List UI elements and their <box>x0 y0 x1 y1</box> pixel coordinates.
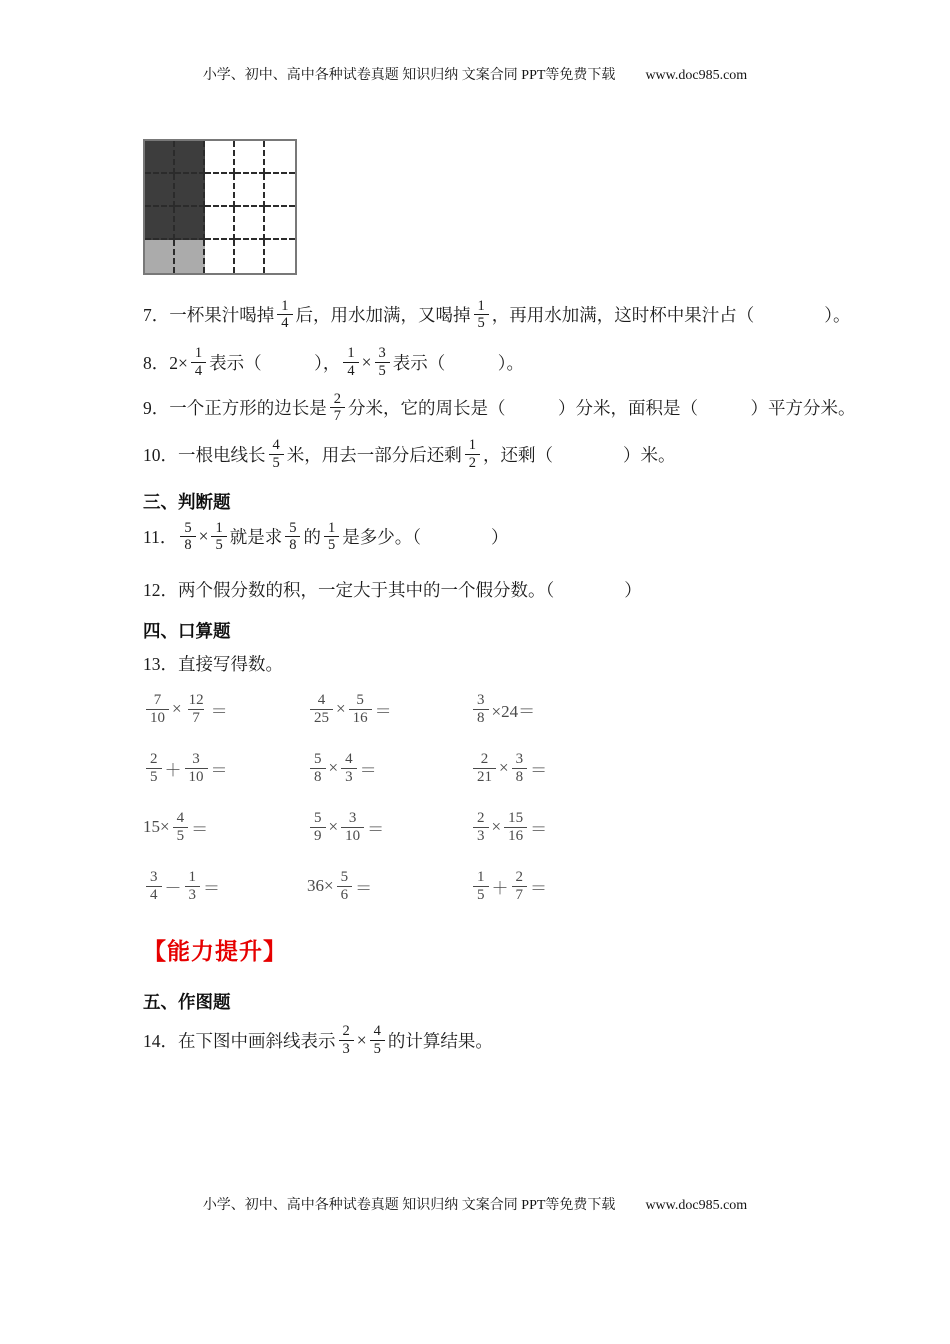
fraction-denominator: 7 <box>188 709 204 727</box>
fraction <box>285 520 300 553</box>
fraction <box>146 692 169 727</box>
text-run: × <box>336 699 346 719</box>
oral-expression <box>307 686 470 732</box>
grid-cell <box>205 240 235 273</box>
grid-cell <box>265 174 295 207</box>
fraction-numerator: 2 <box>515 869 523 886</box>
text-run: 7．一杯果汁喝掉 <box>143 305 275 326</box>
fraction <box>341 810 364 845</box>
fraction <box>277 298 292 331</box>
fraction-numerator: 1 <box>477 869 485 886</box>
grid-cell <box>145 174 175 207</box>
fraction-numerator: 2 <box>480 751 489 768</box>
text-run: 10．一根电线长 <box>143 444 266 465</box>
boost-banner: 【能力提升】 <box>143 938 287 965</box>
section-judge-title: 三、判断题 <box>143 491 231 512</box>
fraction-numerator: 5 <box>314 751 322 768</box>
fraction-numerator: 1 <box>215 519 223 536</box>
fraction-denominator: 8 <box>285 536 300 553</box>
fraction <box>337 869 353 904</box>
text-run: ＝ <box>210 701 228 721</box>
grid-cell <box>145 141 175 174</box>
grid-cell <box>205 174 235 207</box>
fraction-numerator: 2 <box>342 1023 350 1040</box>
fraction-numerator: 3 <box>477 692 485 709</box>
text-run: ＝ <box>191 819 209 839</box>
fraction-denominator: 16 <box>504 827 527 845</box>
text-run: 36× <box>307 876 334 896</box>
text-run: 就是求 <box>229 527 283 548</box>
text-run: ＝ <box>530 819 548 839</box>
oral-calc-table <box>143 686 865 909</box>
fraction <box>310 810 326 845</box>
fraction-denominator: 10 <box>185 768 208 786</box>
grid-cell <box>235 141 265 174</box>
fraction <box>375 345 390 378</box>
fraction-numerator: 5 <box>314 810 322 827</box>
footer-url[interactable]: www.doc985.com <box>645 1198 748 1213</box>
grid-cell <box>205 207 235 240</box>
fraction-numerator: 3 <box>378 345 386 362</box>
text-run: 12．两个假分数的积，一定大于其中的一个假分数。（ ） <box>143 580 642 601</box>
grid-cell <box>205 141 235 174</box>
fraction <box>339 1023 354 1056</box>
fraction <box>512 751 528 786</box>
oral-expression <box>143 804 307 850</box>
fraction-numerator: 1 <box>477 298 485 314</box>
fraction <box>504 810 527 845</box>
fraction <box>330 391 345 424</box>
fraction-denominator: 5 <box>211 536 226 553</box>
fraction-denominator: 6 <box>337 886 353 904</box>
text-run: 8．2× <box>143 352 188 373</box>
text-run: 表示（ ）。 <box>392 352 524 373</box>
text-run: 表示（ ）， <box>209 352 341 373</box>
text-run: 9．一个正方形的边长是 <box>143 398 327 419</box>
text-run: × <box>172 699 182 719</box>
fraction <box>211 520 226 553</box>
text-run: ＝ <box>359 760 377 780</box>
text-run: ＋ <box>491 878 509 898</box>
oral-expression <box>307 804 470 850</box>
oral-expression <box>143 745 307 791</box>
oral-expression <box>470 745 865 791</box>
text-run: ，还剩（ ）米。 <box>483 444 676 465</box>
text-run: ＝ <box>355 878 373 898</box>
oral-expression <box>307 863 470 909</box>
fraction <box>191 345 206 378</box>
text-run: 米，用去一部分后还剩 <box>286 444 462 465</box>
fraction-denominator: 4 <box>191 362 206 379</box>
fraction-numerator: 1 <box>347 345 355 362</box>
text-run: ×24＝ <box>491 701 536 721</box>
fraction <box>185 869 201 904</box>
fraction-numerator: 3 <box>192 751 200 768</box>
fraction-denominator: 5 <box>375 362 390 379</box>
grid-cell <box>175 207 205 240</box>
text-run: 分米，它的周长是（ ）分米，面积是（ ）平方分米。 <box>348 398 856 419</box>
fraction <box>310 751 326 786</box>
question-7 <box>143 298 865 331</box>
section-oral-title: 四、口算题 <box>143 621 231 642</box>
fraction-numerator: 4 <box>373 1023 381 1040</box>
fraction-denominator: 4 <box>277 314 292 331</box>
fraction-denominator: 8 <box>473 709 489 727</box>
fraction-numerator: 12 <box>188 692 204 709</box>
oral-expression <box>470 863 865 909</box>
grid-cell <box>235 240 265 273</box>
fraction-denominator: 7 <box>512 886 528 904</box>
fraction-numerator: 7 <box>153 692 162 709</box>
fraction-denominator: 3 <box>473 827 489 845</box>
fraction-denominator: 5 <box>473 886 489 904</box>
fraction-denominator: 5 <box>474 314 489 331</box>
text-run: ＝ <box>530 878 547 898</box>
section-draw-title: 五、作图题 <box>143 992 231 1013</box>
fraction-denominator: 4 <box>343 362 358 379</box>
fraction <box>185 692 208 727</box>
fraction <box>473 751 496 786</box>
fraction <box>370 1023 385 1056</box>
fraction-numerator: 4 <box>176 810 185 827</box>
fraction <box>310 692 333 727</box>
grid-cell <box>235 207 265 240</box>
worksheet-content <box>143 139 865 1057</box>
fraction <box>269 437 284 470</box>
text-run: 15× <box>143 817 170 837</box>
text-run: × <box>361 351 372 372</box>
text-run: × <box>499 758 509 778</box>
fraction <box>146 751 162 786</box>
grid-cell <box>145 240 175 273</box>
fraction-denominator: 10 <box>146 709 169 727</box>
question-10 <box>143 437 865 470</box>
grid-cell <box>265 141 295 174</box>
fraction <box>341 751 357 786</box>
text-run: 是多少。（ ） <box>342 527 509 548</box>
fraction <box>473 810 489 845</box>
text-run: ＝ <box>203 878 220 898</box>
fraction-denominator: 5 <box>269 454 284 471</box>
fraction-denominator: 3 <box>185 886 201 904</box>
text-run: 11． <box>143 527 178 548</box>
text-run: ＝ <box>210 760 228 780</box>
fraction-numerator: 15 <box>508 810 524 827</box>
fraction <box>173 810 189 845</box>
question-8 <box>143 345 865 378</box>
fraction-denominator: 3 <box>339 1040 354 1057</box>
footer-links: 小学、初中、高中各种试卷真题 知识归纳 文案合同 PPT等免费下载 <box>202 1198 616 1213</box>
fraction-denominator: 5 <box>146 768 162 786</box>
fraction <box>465 437 480 470</box>
fraction-numerator: 1 <box>188 869 196 886</box>
grid-cell <box>265 240 295 273</box>
question-11 <box>143 520 865 553</box>
fraction <box>349 692 372 727</box>
fraction-numerator: 1 <box>281 298 289 314</box>
header-url[interactable]: www.doc985.com <box>645 68 748 83</box>
fraction-grid-figure <box>143 139 297 275</box>
text-run: ＋ <box>164 760 182 780</box>
grid-cell <box>175 141 205 174</box>
fraction <box>180 520 195 553</box>
fraction <box>324 520 339 553</box>
text-run: － <box>164 878 182 898</box>
question-9 <box>143 391 865 424</box>
fraction-denominator: 9 <box>310 827 326 845</box>
fraction-numerator: 4 <box>272 437 280 454</box>
fraction <box>474 298 489 331</box>
question-12 <box>143 577 865 602</box>
fraction-denominator: 10 <box>341 827 364 845</box>
fraction-denominator: 5 <box>324 536 339 553</box>
fraction-numerator: 4 <box>345 751 353 768</box>
text-run: × <box>198 526 209 547</box>
text-run: 的计算结果。 <box>387 1030 493 1051</box>
text-run: 的 <box>303 527 321 548</box>
fraction-numerator: 3 <box>150 869 158 886</box>
fraction-numerator: 5 <box>184 519 192 536</box>
fraction-numerator: 2 <box>333 390 341 407</box>
text-run: × <box>328 758 339 778</box>
fraction <box>146 869 162 904</box>
grid-cell <box>175 240 205 273</box>
grid-cell <box>175 174 205 207</box>
page-header <box>0 0 950 84</box>
fraction-numerator: 5 <box>356 692 364 709</box>
grid-cell <box>145 207 175 240</box>
grid-cell <box>235 174 265 207</box>
text-run: ＝ <box>367 819 385 839</box>
text-run: ，再用水加满，这时杯中果汁占（ ）。 <box>491 305 851 326</box>
fraction <box>185 751 208 786</box>
oral-expression <box>143 686 307 732</box>
text-run: 14．在下图中画斜线表示 <box>143 1030 336 1051</box>
fraction-denominator: 7 <box>330 407 345 424</box>
fraction <box>473 692 489 727</box>
fraction-denominator: 8 <box>310 768 326 786</box>
fraction-numerator: 5 <box>289 519 297 536</box>
header-links: 小学、初中、高中各种试卷真题 知识归纳 文案合同 PPT等免费下载 <box>202 68 616 83</box>
fraction-numerator: 1 <box>327 519 336 536</box>
fraction-numerator: 1 <box>468 437 476 454</box>
text-run: × <box>328 817 339 837</box>
fraction <box>473 869 489 904</box>
oral-expression <box>470 686 865 732</box>
grid-cell <box>265 207 295 240</box>
fraction-numerator: 2 <box>150 751 158 768</box>
question-13: 13．直接写得数。 <box>143 654 283 675</box>
text-run: ＝ <box>374 701 392 721</box>
fraction-denominator: 5 <box>173 827 189 845</box>
fraction-denominator: 21 <box>473 768 496 786</box>
fraction-denominator: 4 <box>146 886 162 904</box>
oral-expression <box>143 863 307 909</box>
fraction-numerator: 1 <box>194 345 203 362</box>
fraction-denominator: 5 <box>370 1040 385 1057</box>
fraction <box>512 869 528 904</box>
text-run: × <box>491 817 502 837</box>
fraction-denominator: 8 <box>512 768 528 786</box>
fraction-denominator: 3 <box>341 768 357 786</box>
oral-expression <box>470 804 865 850</box>
fraction-denominator: 16 <box>349 709 372 727</box>
fraction-numerator: 3 <box>348 810 357 827</box>
fraction-denominator: 2 <box>465 454 480 471</box>
text-run: 后，用水加满，又喝掉 <box>295 305 471 326</box>
question-14 <box>143 1023 865 1056</box>
oral-expression <box>307 745 470 791</box>
fraction-numerator: 3 <box>515 751 524 768</box>
fraction-numerator: 2 <box>477 810 485 827</box>
fraction <box>343 345 358 378</box>
fraction-numerator: 5 <box>340 869 349 886</box>
fraction-denominator: 8 <box>180 536 195 553</box>
text-run: ＝ <box>530 760 548 780</box>
text-run: × <box>356 1029 367 1050</box>
fraction-denominator: 25 <box>310 709 333 727</box>
fraction-numerator: 4 <box>317 692 326 709</box>
page-footer <box>0 1194 950 1214</box>
